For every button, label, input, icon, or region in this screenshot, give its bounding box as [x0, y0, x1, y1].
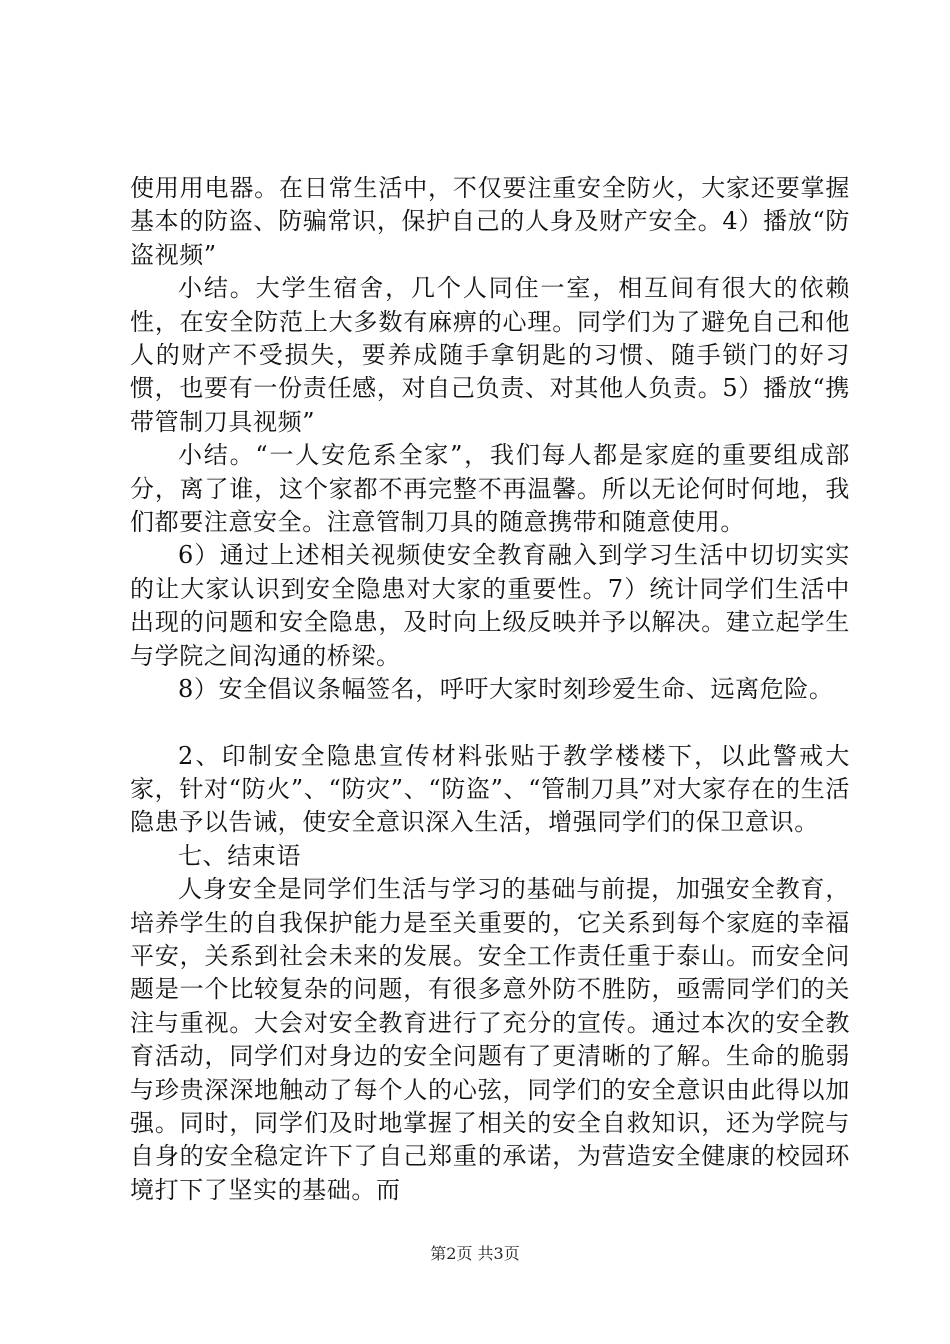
page-number-footer: 第2页 共3页 [430, 1244, 520, 1263]
paragraph-gap [130, 707, 850, 740]
paragraph-posters: 2、印制安全隐患宣传材料张贴于教学楼楼下，以此警戒大家，针对“防火”、“防灾”、“防盗”、“管制刀具”对大家存在的生活隐患予以告诫，使安全意识深入生活，增强同学们的保卫意识。 [130, 741, 850, 837]
paragraph-knife-summary: 小结。“一人安危系全家”，我们每人都是家庭的重要组成部分，离了谁，这个家都不再完整不再温馨。所以无论何时何地，我们都要注意安全。注意管制刀具的随意携带和随意使用。 [130, 441, 850, 537]
section-heading-conclusion: 七、结束语 [178, 841, 301, 870]
paragraph-dorm-summary: 小结。大学生宿舍，几个人同住一室，相互间有很大的依赖性，在安全防范上大多数有麻痹的心理。同学们为了避免自己和他人的财产不受损失，要养成随手拿钥匙的习惯、随手锁门的好习惯，也要有一份责任感，对自己负责、对其他人负责。5）播放“携带管制刀具视频” [130, 274, 850, 436]
paragraph-appliance-safety: 使用用电器。在日常生活中，不仅要注重安全防火，大家还要掌握基本的防盗、防骗常识，保护自己的人身及财产安全。4）播放“防盗视频” [130, 174, 850, 269]
paragraph-banner-signing: 8）安全倡议条幅签名，呼吁大家时刻珍爱生命、远离危险。 [178, 675, 834, 704]
document-body [130, 172, 850, 1207]
paragraph-video-education: 6）通过上述相关视频使安全教育融入到学习生活中切切实实的让大家认识到安全隐患对大家的重要性。7）统计同学们生活中出现的问题和安全隐患，及时向上级反映并予以解决。建立起学生与学院之间沟通的桥梁。 [130, 541, 850, 670]
paragraph-conclusion: 人身安全是同学们生活与学习的基础与前提，加强安全教育，培养学生的自我保护能力是至关重要的，它关系到每个家庭的幸福平安，关系到社会未来的发展。安全工作责任重于泰山。而安全问题是一个比较复杂的问题，有很多意外防不胜防，亟需同学们的关注与重视。大会对安全教育进行了充分的宣传。通过本次的安全教育活动，同学们对身边的安全问题有了更清晰的了解。生命的脆弱与珍贵深深地触动了每个人的心弦，同学们的安全意识由此得以加强。同时，同学们及时地掌握了相关的安全自救知识，还为学院与自身的安全稳定许下了自己郑重的承诺，为营造安全健康的校园环境打下了坚实的基础。而 [130, 875, 850, 1204]
